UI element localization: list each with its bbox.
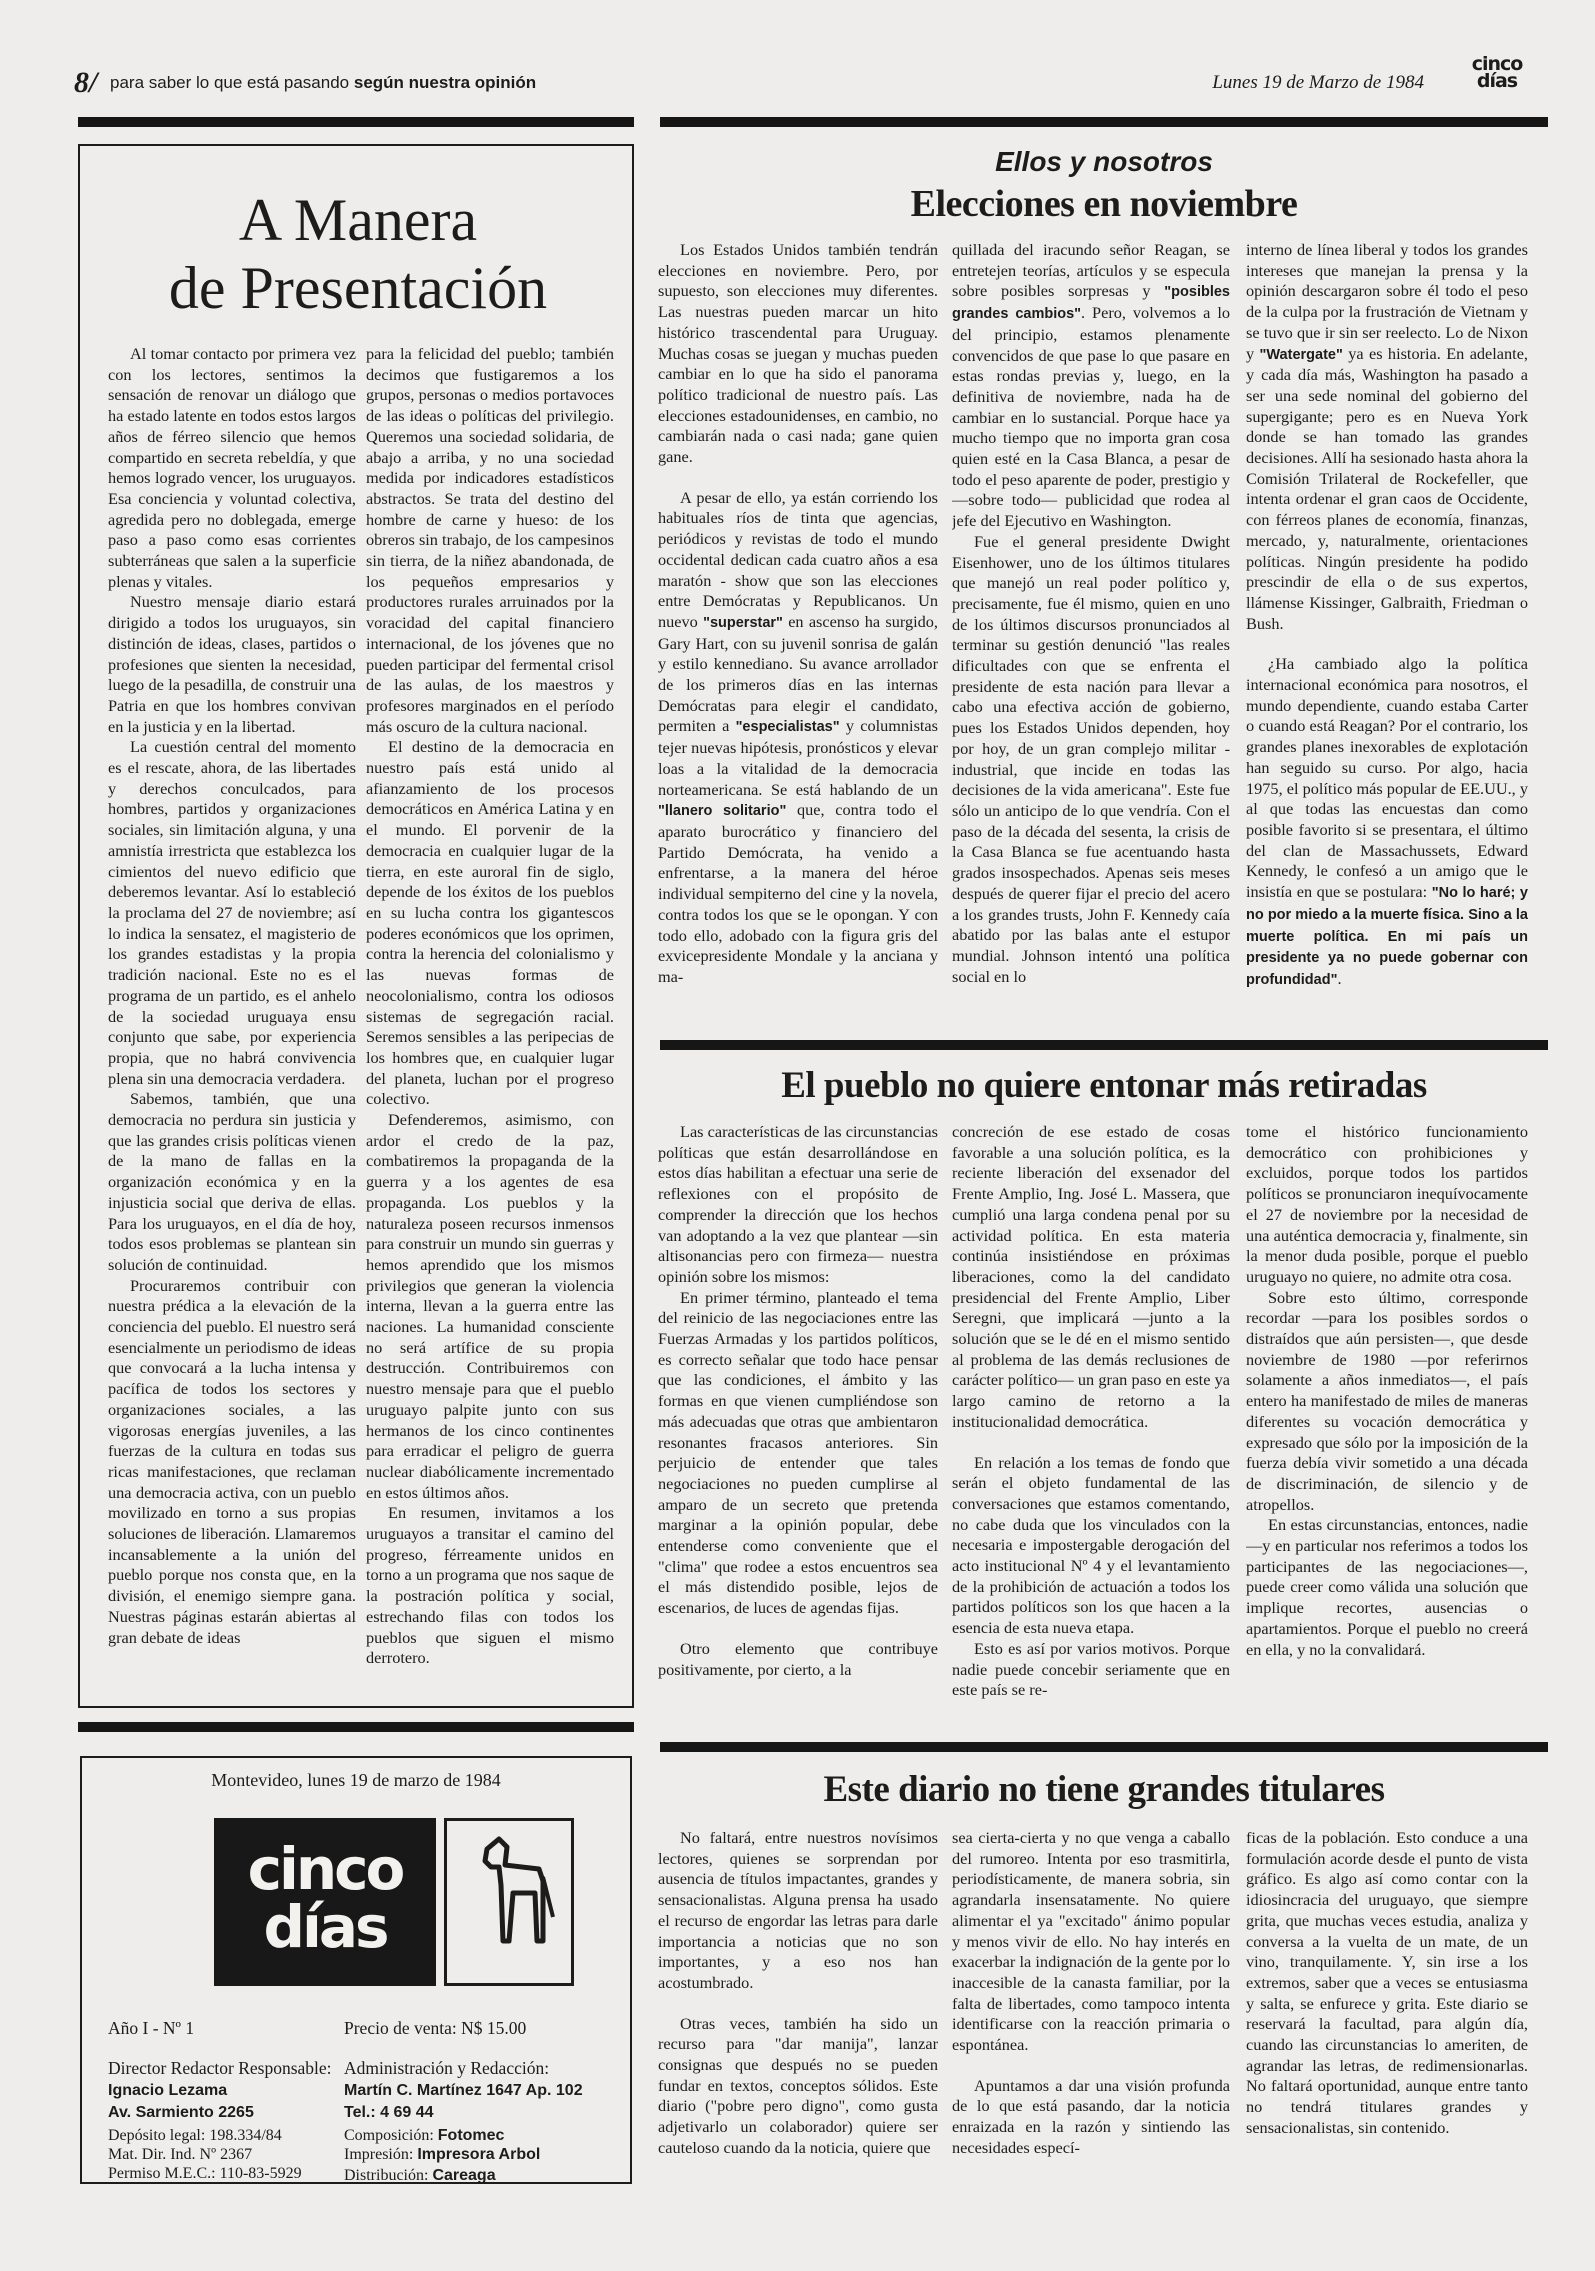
paragraph: Otras veces, también ha sido un recurso para "dar manija", lanzar consignas que después no se pueden fundar en textos, conceptos sólidos. Este diario ("pobre pero digno", como gusta adjetivarlo un colaborador) quiere ser cauteloso cuando da la noticia, quiere que <box>658 2013 938 2157</box>
printing-label: Impresión: <box>344 2146 414 2163</box>
rule-article3 <box>660 1742 1548 1752</box>
kicker-bold: según nuestra opinión <box>353 73 537 92</box>
text-run: quillada del iracundo señor Reagan, se entretejen teorías, artículos y se especula sobre posibles sorpresas y <box>952 240 1230 301</box>
text-run: ¿Ha cambiado algo la política internacional económica para nosotros, el mundo dependiente, cuando estaba Carter o cuando está Reagan? Por el contrario, los grandes planes inexorables de explotación han seguido su curso. Por algo, hacia 1975, el político más popular de EE.UU., y al que todas las encuestas dan como posible favorito si se presentara, el último del clan de Massachussets, Edward Kennedy, le confesó a un amigo que le insistía en que se postulara: <box>1246 654 1528 902</box>
bold-run: "posibles grandes cambios" <box>952 284 1230 323</box>
text-run: y columnistas tejer nuevas hipótesis, pronósticos y elevar loas a la vitalidad de la democracia norteamericana. Se está hablando de un <box>658 716 938 799</box>
retiradas-col-3 <box>1246 1122 1528 1732</box>
masthead-logo-line2: días <box>263 1893 387 1961</box>
top-rule-right <box>660 117 1548 127</box>
paragraph: Sabemos, también, que una democracia no perdura sin justicia y que las grandes crisis políticas vienen de la mano de fallas en la organización económica y en la injusticia social que deriva de ellas. Para los uruguayos, en el día de hoy, todos esos problemas se plantean sin solución de continuidad. <box>108 1089 356 1274</box>
masthead-distribution <box>344 2166 496 2185</box>
header-date: Lunes 19 de Marzo de 1984 <box>1212 72 1424 93</box>
printing-value: Impresora Arbol <box>417 2146 541 2163</box>
composition-value: Fotomec <box>437 2127 505 2144</box>
text-run: A pesar de ello, ya están corriendo los habituales ríos de tinta que agencias, periódicos y revistas de todo el mundo occidental dedican cada cuatro años a esa maratón - show que son las elecciones entre Demócratas y Republicanos. Un nuevo <box>658 487 938 631</box>
paragraph: Fue el general presidente Dwight Eisenhower, uno de los últimos titulares que manejó un real poder político y, precisamente, fue él mismo, quien en uno de los últimos discursos pronunciados al terminar su gestión denunció "las reales dificultades con que se enfrenta el presidente de esta nación para llevar a cabo una efectiva acción de gobierno, pues los Estados Unidos dependen, hoy por hoy, de un gran complejo militar - industrial, que incide en todas las decisiones de la vida americana". Este fue sólo un anticipo de lo que vendría. Con el paso de la década del sesenta, la crisis de la Casa Blanca se fue acentuando hasta grados insospechados. Apenas seis meses después de querer fijar el precio del acero a los grandes trusts, John F. Kennedy caía abatido por las balas ante el estupor mundial. Johnson intentó una política social en lo <box>952 531 1230 986</box>
retiradas-col-2 <box>952 1122 1230 1732</box>
titulares-col-2 <box>952 1828 1230 2248</box>
page-number: 8/ <box>74 66 98 99</box>
horse-emblem-svg <box>447 1821 571 1983</box>
text-run: en ascenso ha surgido, Gary Hart, con su juvenil sonrisa de galán y estilo kennediano. Su avance arrollador de los primeros días en las internas Demócratas para elegir el candidato, permiten a <box>658 611 938 736</box>
paragraph <box>1246 654 1528 990</box>
paragraph: Apuntamos a dar una visión profunda de lo que está pasando, dar la noticia enraizada en la razón y sintiendo las necesidades especí- <box>952 2075 1230 2157</box>
legal-permit: Permiso M.E.C.: 110-83-5929 <box>108 2165 302 2182</box>
paragraph: El destino de la democracia en nuestro país está unido al afianzamiento de los procesos democráticos en América Latina y en el mundo. El porvenir de la democracia en cualquier lugar de la tierra, en este auroral fin de siglo, depende de los éxitos de los pueblos en su lucha contra los gigantescos poderes económicos que los oprimen, contra la herencia del colonialismo y las nuevas formas de neocolonialismo, contra los odiosos sistemas de segregación racial. Seremos sensibles a las peripecias de los hombres que, en cualquier lugar del planeta, luchan por el progreso colectivo. <box>366 737 614 1109</box>
masthead-logo <box>214 1818 436 1986</box>
text-run: que, contra todo el aparato burocrático y financiero del Partido Demócrata, ha venido a enfrentarse, a la manera del héroe individual sempiterno del cine y la novela, contra todos los que se le opongan. Y con todo ello, adobado con la figura gris del exvicepresidente Mondale y la anciana y ma- <box>658 800 938 986</box>
bold-run: "Watergate" <box>1259 346 1343 363</box>
admin-label: Administración y Redacción: <box>344 2058 550 2078</box>
presentation-col-1 <box>108 344 356 1694</box>
presentation-col-2 <box>366 344 614 1694</box>
elections-title: Elecciones en noviembre <box>910 183 1298 225</box>
paragraph: La cuestión central del momento es el rescate, ahora, de las libertades y derechos conculcados, para hombres, partidos y organizaciones sociales, sin limitación alguna, y una amnistía irrestricta que establezca los cimientos del nuevo edificio que deberemos levantar. Así lo estableció la proclama del 27 de noviembre; así lo indica la sensatez, el magisterio de los grandes estadistas y la propia tradición nacional. Este no es el programa de un partido, es el anhelo de la sociedad uruguaya ensu conjunto que sabe, por experiencia propia, que no habrá convivencia plena sin una democracia verdadera. <box>108 737 356 1088</box>
elections-col-2 <box>952 240 1230 1030</box>
admin-phone: Tel.: 4 69 44 <box>344 2104 434 2121</box>
header-logo-line1: cinco <box>1471 53 1523 75</box>
paragraph: En estas circunstancias, entonces, nadie —y en particular nos referimos a todos los participantes de las negociaciones—, puede creer como válida una solución que implique recortes, ausencias o apartamientos. Porque el pueblo no creerá en ella, y no la convalidará. <box>1246 1515 1528 1659</box>
text-run: interno de línea liberal y todos los grandes intereses que manejan la prensa y la opinión descargaron sobre él todo el peso de la culpa por la frustración de Vietnam y se tuvo que ir sin ser reelecto. Lo de Nixon y <box>1246 240 1528 363</box>
text-run: ya es historia. En adelante, y cada día más, Washington ha pasado a ser una sede nominal del gobierno del supergigante; pero es en Nueva York donde se han tomado las grandes decisiones. Allí ha sesionado hasta ahora la Comisión Trilateral de Rockefeller, que intenta ordenar el gran caos de Occidente, con férreos planes de economía, finanzas, mercado, y, naturalmente, orientaciones políticas. Ningún presidente ha podido prescindir de ella o de sus expertos, llámense Kissinger, Galbraith, Friedman o Bush. <box>1246 343 1528 633</box>
paragraph: sea cierta-cierta y no que venga a caballo del rumoreo. Intenta por eso trasmitirla, periodísticamente, de manera sobria, sin agrandarla insensatamente. No quiere alimentar el ya "excitado" ánimo popular y menos vivir de ello. No hay interés en exacerbar la indignación de la gente por lo inaccesible de la canasta familiar, por la falta de libertades, como tampoco intenta identificarse con la reacción primaria o espontánea. <box>952 1828 1230 2055</box>
masthead-director <box>108 2058 332 2123</box>
elections-kicker: Ellos y nosotros <box>995 146 1213 177</box>
masthead-box <box>80 1756 632 2184</box>
top-rule-left <box>78 117 634 127</box>
presentation-title-line1: A Manera <box>238 187 478 253</box>
titulares-title: Este diario no tiene grandes titulares <box>823 1769 1385 1810</box>
bold-run: "No lo haré; y no por miedo a la muerte física. Sino a la muerte política. En mi país un presidente ya no puede gobernar con profundidad" <box>1246 885 1528 988</box>
paragraph: Nuestro mensaje diario estará dirigido a todos los uruguayos, sin distinción de ideas, clases, partidos o profesiones que sienten la necesidad, luego de la pesadilla, de construir una Patria en que los hombres convivan en la justicia y en la libertad. <box>108 592 356 736</box>
titulares-col-1 <box>658 1828 938 2248</box>
paragraph: Las características de las circunstancias políticas que están desarrollándose en estos días habilitan a efectuar una serie de reflexiones con el propósito de comprender la dirección que los hechos van adoptando a la vez que plantear —sin altisonancias pero con firmeza— nuestra opinión sobre los mismos: <box>658 1122 938 1286</box>
presentation-article <box>78 144 634 1708</box>
paragraph: Los Estados Unidos también tendrán elecciones en noviembre. Pero, por supuesto, son elecciones muy diferentes. Las nuestras pueden marcar un hito histórico trascendental para Uruguay. Muchas cosas se juegan y muchas pueden cambiar en lo que ha sido el panorama político tradicional de nuestro país. Las elecciones estadounidenses, en cambio, no cambiarán nada o casi nada; gane quien gane. <box>658 240 938 467</box>
masthead-date: Montevideo, lunes 19 de marzo de 1984 <box>211 1770 501 1790</box>
section-kicker <box>110 73 536 93</box>
paragraph: para la felicidad del pueblo; también decimos que fustigaremos a los grupos, personas o medios portavoces de las ideas o políticas del privilegio. Queremos una sociedad solidaria, de abajo a arriba, y no una sociedad medida por indicadores estadísticos abstractos. Se trata del destino del hombre de carne y hueso: de los obreros sin trabajo, de los campesinos sin tierra, de la niñez abandonada, de los pequeños empresarios y productores rurales arruinados por la voracidad del capital financiero internacional, de los jóvenes que no pueden participar del fermental crisol de las aulas, de los maestros y profesores marginados en el período más oscuro de la cultura nacional. <box>366 344 614 736</box>
masthead-admin <box>344 2058 583 2123</box>
masthead-composition <box>344 2126 540 2164</box>
director-name: Ignacio Lezama <box>108 2082 228 2099</box>
paragraph <box>952 240 1230 532</box>
masthead-legal <box>108 2126 302 2183</box>
rule-masthead <box>78 1722 634 1732</box>
text-run: . Pero, volvemos a lo del principio, estamos plenamente convencidos de que pase lo que pasare en estas rondas previas y, luego, en la definitiva de noviembre, nada ha de cambiar en lo sustancial. Porque hace ya mucho tiempo que no importa gran cosa quien esté en la Casa Blanca, a pesar de todo el peso aparente de poder, prestigio y —sobre todo— publicidad que rodea al jefe del Ejecutivo en Washington. <box>952 303 1230 531</box>
distribution-value: Careaga <box>432 2167 496 2184</box>
director-address: Av. Sarmiento 2265 <box>108 2104 254 2121</box>
paragraph: Sobre esto último, corresponde recordar —para los posibles sordos o distraídos que aún persisten—, que desde noviembre de 1980 —por referirnos solamente a años inmediatos—, el país entero ha manifestado de miles de maneras diferentes su vocación democrática y expresado que sólo por la imposición de la fuerza debía vivir sometido a una década de discriminación, de silencio y de atropellos. <box>1246 1287 1528 1514</box>
horse-emblem-icon <box>444 1818 574 1986</box>
distribution-label: Distribución: <box>344 2167 429 2184</box>
text-run: . <box>1337 968 1342 988</box>
masthead-price <box>344 2018 526 2039</box>
legal-deposit: Depósito legal: 198.334/84 <box>108 2127 282 2144</box>
paragraph: En relación a los temas de fondo que serán el objeto fundamental de las conversaciones que estamos comentando, no cabe duda que los vinculados con la necesaria e impostergable derogación del acto institucional Nº 4 y el levantamiento de la prohibición de actuación a todos los partidos políticos son los que hacen a la esencia de esta nueva etapa. <box>952 1452 1230 1638</box>
titulares-col-3 <box>1246 1828 1528 2248</box>
paragraph: En primer término, planteado el tema del reinicio de las negociaciones entre las Fuerzas Armadas y los partidos políticos, es correcto señalar que todo hace pensar que las condiciones, el ámbito y las formas en que vienen cumpliéndose son más adecuadas que otras que ambientaron resonantes fracasos anteriores. Sin perjuicio de entender que tales negociaciones no pueden cumplirse al amparo de un secreto que pretenda marginar a la opinión popular, debe entenderse como conveniente que el "clima" que rodee a estos encuentros sea el más distendido posible, lejos de escenarios, de luces de agendas fijas. <box>658 1287 938 1618</box>
masthead-year-number: Año I - Nº 1 <box>108 2018 195 2038</box>
admin-address: Martín C. Martínez 1647 Ap. 102 <box>344 2082 583 2099</box>
presentation-title-line2: de Presentación <box>168 255 548 321</box>
kicker-normal: para saber lo que está pasando <box>110 73 350 92</box>
paragraph: Procuraremos contribuir con nuestra prédica a la elevación de la conciencia del pueblo. El nuestro será esencialmente un periodismo de ideas que convocará a la lucha intensa y pacífica de todos los sectores y organizaciones sociales, a las vigorosas energías juveniles, a las fuerzas de la cultura en todas sus ricas manifestaciones, que reclaman una democracia activa, con un pueblo movilizado en torno a sus propias soluciones de liberación. Llamaremos incansablemente a la unión del pueblo porque nos consta que, en la división, el enemigo siempre gana. Nuestras páginas estarán abiertas al gran debate de ideas <box>108 1275 356 1647</box>
paragraph: Otro elemento que contribuye positivamente, por cierto, a la <box>658 1638 938 1679</box>
paragraph <box>658 488 938 988</box>
elections-col-1 <box>658 240 938 1030</box>
header-logo-line2: días <box>1476 70 1518 92</box>
bold-run: "superstar" <box>703 614 783 631</box>
page-header <box>74 53 1544 100</box>
paragraph: No faltará, entre nuestros novísimos lectores, quienes se sorprendan por ausencia de títulos impactantes, grandes y sensacionalistas. Alguna prensa ha usado el recurso de engordar las letras para darle importancia a noticias que no son importantes, y a eso nos han acostumbrado. <box>658 1828 938 1992</box>
presentation-title <box>80 186 636 322</box>
bold-run: "llanero solitario" <box>658 803 787 820</box>
paragraph: tome el histórico funcionamiento democrático con prohibiciones y excluidos, porque todos los partidos políticos se pronunciaron inequívocamente el 27 de noviembre por la necesidad de una auténtica democracia y, finalmente, sin la menor duda posible, porque el pueblo uruguayo no quiere, no admite otra cosa. <box>1246 1122 1528 1286</box>
director-label: Director Redactor Responsable: <box>108 2058 332 2078</box>
paragraph: Defenderemos, asimismo, con ardor el credo de la paz, combatiremos la propaganda de la guerra y a los agentes de esa propaganda. Los pueblos y la naturaleza poseen recursos inmensos para construir un mundo sin guerras y hemos aprendido que los mismos privilegios que generan la violencia interna, llevan a la guerra entre las naciones. La humanidad consciente no será artífice de su propia destrucción. Contribuiremos con nuestro mensaje para que el pueblo uruguayo palpite junto con sus hermanos de los cinco continentes para erradicar el peligro de guerra nuclear diabólicamente incrementado en estos últimos años. <box>366 1110 614 1502</box>
retiradas-col-1 <box>658 1122 938 1732</box>
retiradas-title: El pueblo no quiere entonar más retiradas <box>781 1065 1427 1106</box>
paragraph <box>1246 240 1528 634</box>
paragraph: Esto es así por varios motivos. Porque nadie puede concebir seriamente que en este país se re- <box>952 1638 1230 1700</box>
elections-col-3 <box>1246 240 1528 1030</box>
rule-article2 <box>660 1040 1548 1050</box>
masthead-logo-line1: cinco <box>247 1835 403 1903</box>
legal-mat: Mat. Dir. Ind. Nº 2367 <box>108 2146 253 2163</box>
price-label: Precio de venta: <box>344 2018 457 2038</box>
paragraph: ficas de la población. Esto conduce a una formulación acorde desde el punto de vista gráfico. Es algo así como contar con la idiosincracia del uruguayo, que siempre grita, que muchas veces estudia, analiza y conversa a la vuelta de un mate, de un vino, tranquilamente. Y, sin irse a los extremos, saber que a veces se entusiasma y salta, se enfurece y grita. Este diario se reservará la facultad, para algún día, cuando las circunstancias lo ameriten, de agrandar las letras, de redimensionarlas. No faltará oportunidad, aunque entre tanto no tendrá titulares grandes y sensacionalistas, sin contenido. <box>1246 1828 1528 2137</box>
paragraph: concreción de ese estado de cosas favorable a una solución política, es la reciente liberación del exsenador del Frente Amplio, Ing. José L. Massera, que cumplió una larga condena penal por su actividad política. En esta materia continúa insistiéndose en próximas liberaciones, como la del candidato presidencial del Frente Amplio, Liber Seregni, que implicará —junto a la solución que se le dé en el mismo sentido al problema de las demás reclusiones de carácter político— un gran paso en este ya largo camino de retorno a la institucionalidad democrática. <box>952 1122 1230 1431</box>
paragraph: Al tomar contacto por primera vez con los lectores, sentimos la sensación de renovar un diálogo que ha estado latente en todos estos largos años de férreo silencio que hemos compartido en secreta rebeldía, y que hemos logrado vencer, los uruguayos. Esa conciencia y voluntad colectiva, agredida pero no doblegada, emerge paso a paso como esas corrientes subterráneas que salen a la superficie plenas y vitales. <box>108 344 356 591</box>
composition-label: Composición: <box>344 2127 434 2144</box>
header-logo <box>1462 53 1532 92</box>
price-value: N$ 15.00 <box>461 2018 527 2038</box>
bold-run: "especialistas" <box>735 719 840 736</box>
paragraph: En resumen, invitamos a los uruguayos a transitar el camino del progreso, férreamente unidos en torno a un programa que nos saque de la postración política y social, estrechando filas con todos los pueblos que siguen el mismo derrotero. <box>366 1503 614 1668</box>
